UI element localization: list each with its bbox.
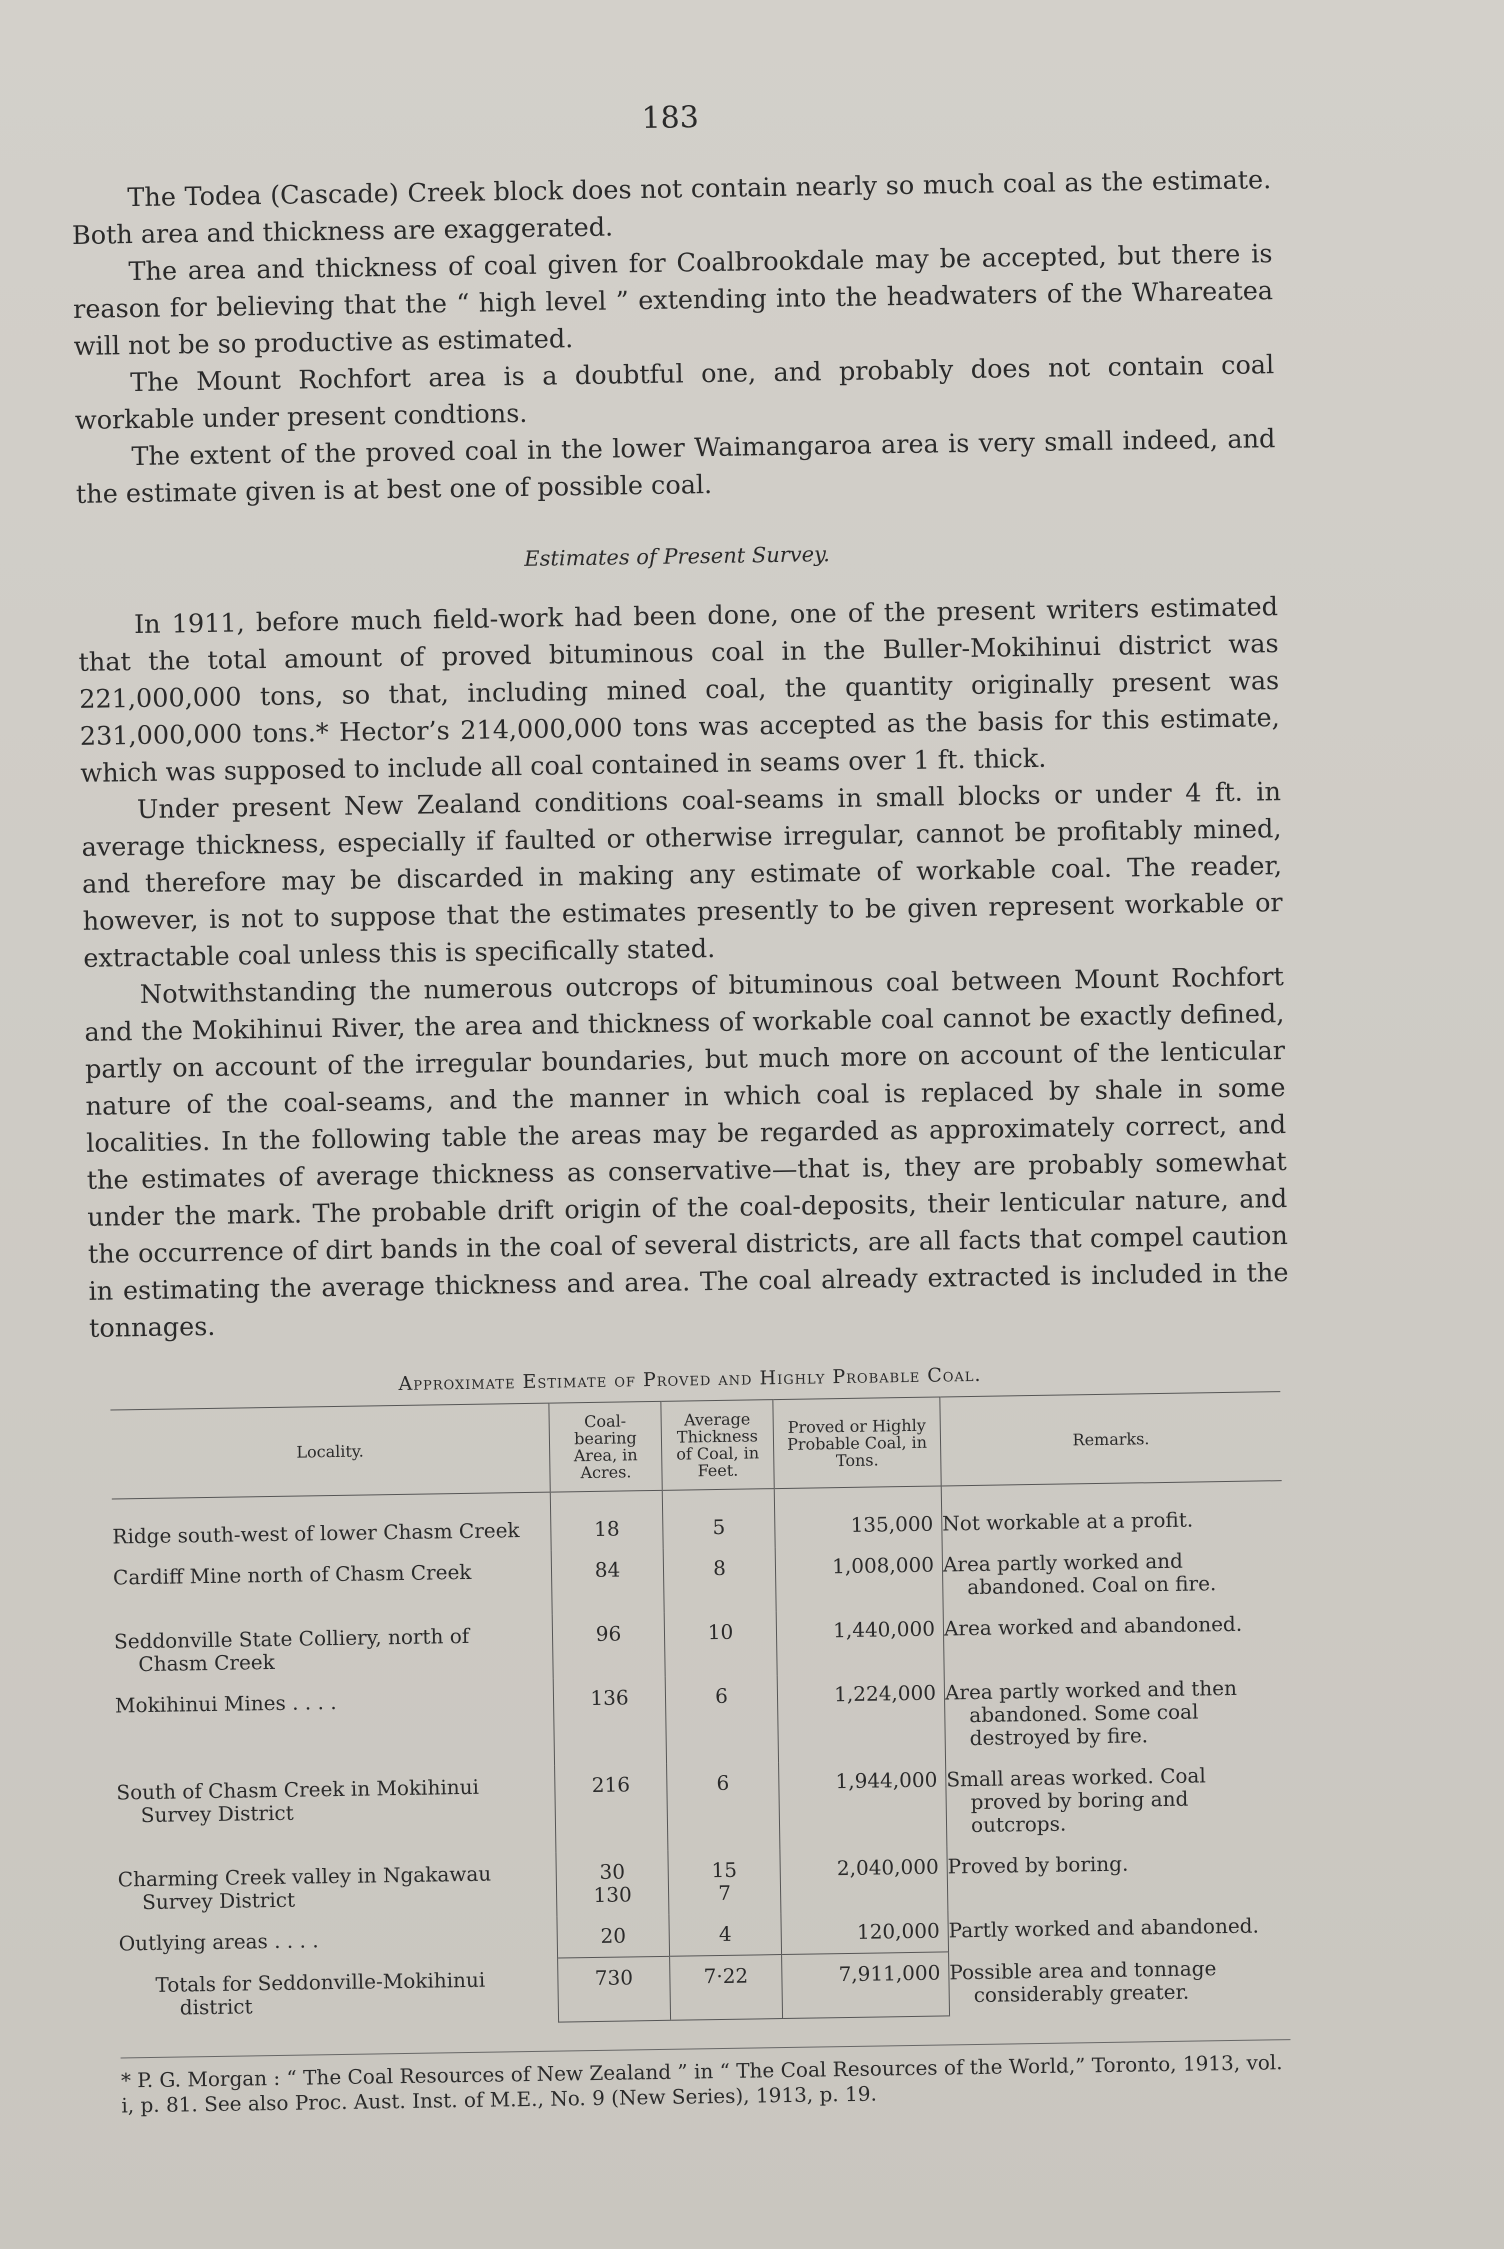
- cell-locality: South of Chasm Creek in Mokihinui Survey District: [116, 1774, 480, 1828]
- cell-tons: 120,000: [781, 1910, 949, 1954]
- cell-tons: 1,944,000: [779, 1759, 947, 1849]
- cell-area: 84: [551, 1549, 664, 1615]
- cell-tons: 1,440,000: [776, 1608, 944, 1675]
- header-remarks: Remarks.: [940, 1392, 1282, 1486]
- cell-locality: Seddonville State Colliery, north of Chasm Creek: [113, 1623, 470, 1677]
- cell-tons: 2,040,000: [780, 1846, 948, 1913]
- cell-thickness-stacked: [668, 1849, 781, 1915]
- cell-thickness-part: 15: [711, 1857, 738, 1883]
- cell-thickness: 5: [662, 1489, 775, 1549]
- header-tons: Proved or Highly Probable Coal, in Tons.: [773, 1397, 941, 1489]
- cell-area-stacked: [556, 1851, 669, 1917]
- section-heading: Estimates of Present Survey.: [524, 542, 831, 571]
- paragraph-waimangaroa: The extent of the proved coal in the lower Waimangaroa area is very small indeed, and the estimate given is at best one of possible coal.: [75, 424, 1276, 510]
- cell-total-locality: Totals for Seddonville-Mokihinui district: [155, 1967, 486, 2020]
- cell-area-part: 130: [593, 1882, 632, 1907]
- cell-total-thickness: 7·22: [670, 1955, 783, 2021]
- cell-locality: Ridge south-west of lower Chasm Creek: [112, 1518, 520, 1549]
- header-locality: Locality.: [110, 1403, 550, 1499]
- cell-tons: 1,224,000: [777, 1672, 945, 1762]
- paragraph-coalbrookdale: The area and thickness of coal given for Coalbrookdale may be accepted, but there is reason for believing that the “ high level ” extending into the headwaters of the Whareatea will not be so productive as estimated.: [72, 239, 1274, 362]
- cell-locality: Cardiff Mine north of Chasm Creek: [112, 1559, 472, 1590]
- cell-area: 18: [550, 1490, 663, 1550]
- cell-remarks: Small areas worked. Coal proved by boring and outcrops.: [946, 1754, 1288, 1846]
- header-thickness: Average Thickness of Coal, in Feet.: [661, 1400, 774, 1491]
- cell-remarks: Proved by boring.: [947, 1841, 1288, 1910]
- cell-thickness: 10: [664, 1611, 777, 1677]
- cell-remarks: Area worked and abandoned.: [943, 1603, 1284, 1672]
- cell-thickness: 6: [665, 1675, 778, 1764]
- cell-thickness: 6: [667, 1762, 780, 1851]
- page-content: [70, 91, 1301, 2119]
- cell-locality: Mokihinui Mines . . . .: [114, 1690, 337, 1718]
- cell-area-part: 30: [599, 1859, 626, 1884]
- cell-remarks: Partly worked and abandoned.: [948, 1905, 1289, 1952]
- cell-thickness-part: 7: [718, 1880, 732, 1906]
- cell-total-area: 730: [558, 1956, 671, 2022]
- paragraph-notwithstanding: Notwithstanding the numerous outcrops of bituminous coal between Mount Rochfort and the Mokihinui River, the area and thickness of workable coal cannot be exactly defined, partly on account of the irregular boundaries, but much more on account of the lenticular nature of the coal-seams, and the manner in which coal is replaced by shale in some localities. In the following table the areas may be regarded as approximately correct, and the estimates of average thickness as conservative—that is, they are probably somewhat under the mark. The probable drift origin of the coal-deposits, their lenticular nature, and the occurrence of dirt bands in the coal of several districts, are all facts that compel caution in estimating the average thickness and area. The coal already extracted is included in the tonnages.: [84, 962, 1289, 1344]
- cell-remarks: Area partly worked and then abandoned. Some coal destroyed by fire.: [944, 1667, 1286, 1759]
- footnote: * P. G. Morgan : “ The Coal Resources of New Zealand ” in “ The Coal Resources of the World,” Toronto, 1913, vol. i, p. 81. See also Proc. Aust. Inst. of M.E., No. 9 (New Series), 1913, p. 19.: [120, 2050, 1283, 2118]
- coal-estimate-table: [110, 1391, 1290, 2029]
- cell-tons: 1,008,000: [775, 1544, 943, 1611]
- cell-area: 136: [553, 1677, 666, 1766]
- paragraph-1911-estimate: In 1911, before much field-work had been done, one of the present writers estimated that the total amount of proved bituminous coal in the Buller-Mokihinui district was 221,000,000 tons, so that, including mined coal, the quantity originally present was 231,000,000 tons.* Hector’s 214,000,000 tons was accepted as the basis for this estimate, which was supposed to include all coal contained in seams over 1 ft. thick.: [78, 592, 1280, 789]
- page-number: 183: [641, 100, 700, 137]
- cell-tons: 135,000: [774, 1486, 942, 1547]
- cell-area: 216: [555, 1764, 668, 1853]
- cell-area: 20: [557, 1915, 670, 1958]
- cell-locality: Charming Creek valley in Ngakawau Survey District: [117, 1861, 492, 1915]
- cell-total-remarks: Possible area and tonnage considerably greater.: [949, 1947, 1290, 2016]
- cell-remarks: Not workable at a profit.: [941, 1481, 1282, 1545]
- paragraph-mount-rochfort: The Mount Rochfort area is a doubtful one, and probably does not contain coal workable under present condtions.: [74, 350, 1275, 436]
- cell-locality: Outlying areas . . . .: [118, 1928, 319, 1956]
- header-area: Coal-bearing Area, in Acres.: [549, 1401, 662, 1492]
- paragraph-nz-conditions: Under present New Zealand conditions coal-seams in small blocks or under 4 ft. in average thickness, especially if faulted or otherwise irregular, cannot be profitably mined, and therefore may be discarded in making any estimate of workable coal. The reader, however, is not to suppose that the estimates presently to be given represent workable or extractable coal unless this is specifically stated.: [81, 777, 1283, 974]
- cell-remarks: Area partly worked and abandoned. Coal on fire.: [942, 1539, 1283, 1608]
- table-title: Approximate Estimate of Proved and Highly Probable Coal.: [398, 1363, 982, 1395]
- cell-area: 96: [552, 1613, 665, 1679]
- cell-thickness: 4: [669, 1913, 782, 1956]
- cell-total-tons: 7,911,000: [782, 1952, 950, 2019]
- cell-thickness: 8: [663, 1547, 776, 1613]
- paragraph-todea-creek: The Todea (Cascade) Creek block does not contain nearly so much coal as the estimate. Both area and thickness are exaggerated.: [71, 165, 1272, 251]
